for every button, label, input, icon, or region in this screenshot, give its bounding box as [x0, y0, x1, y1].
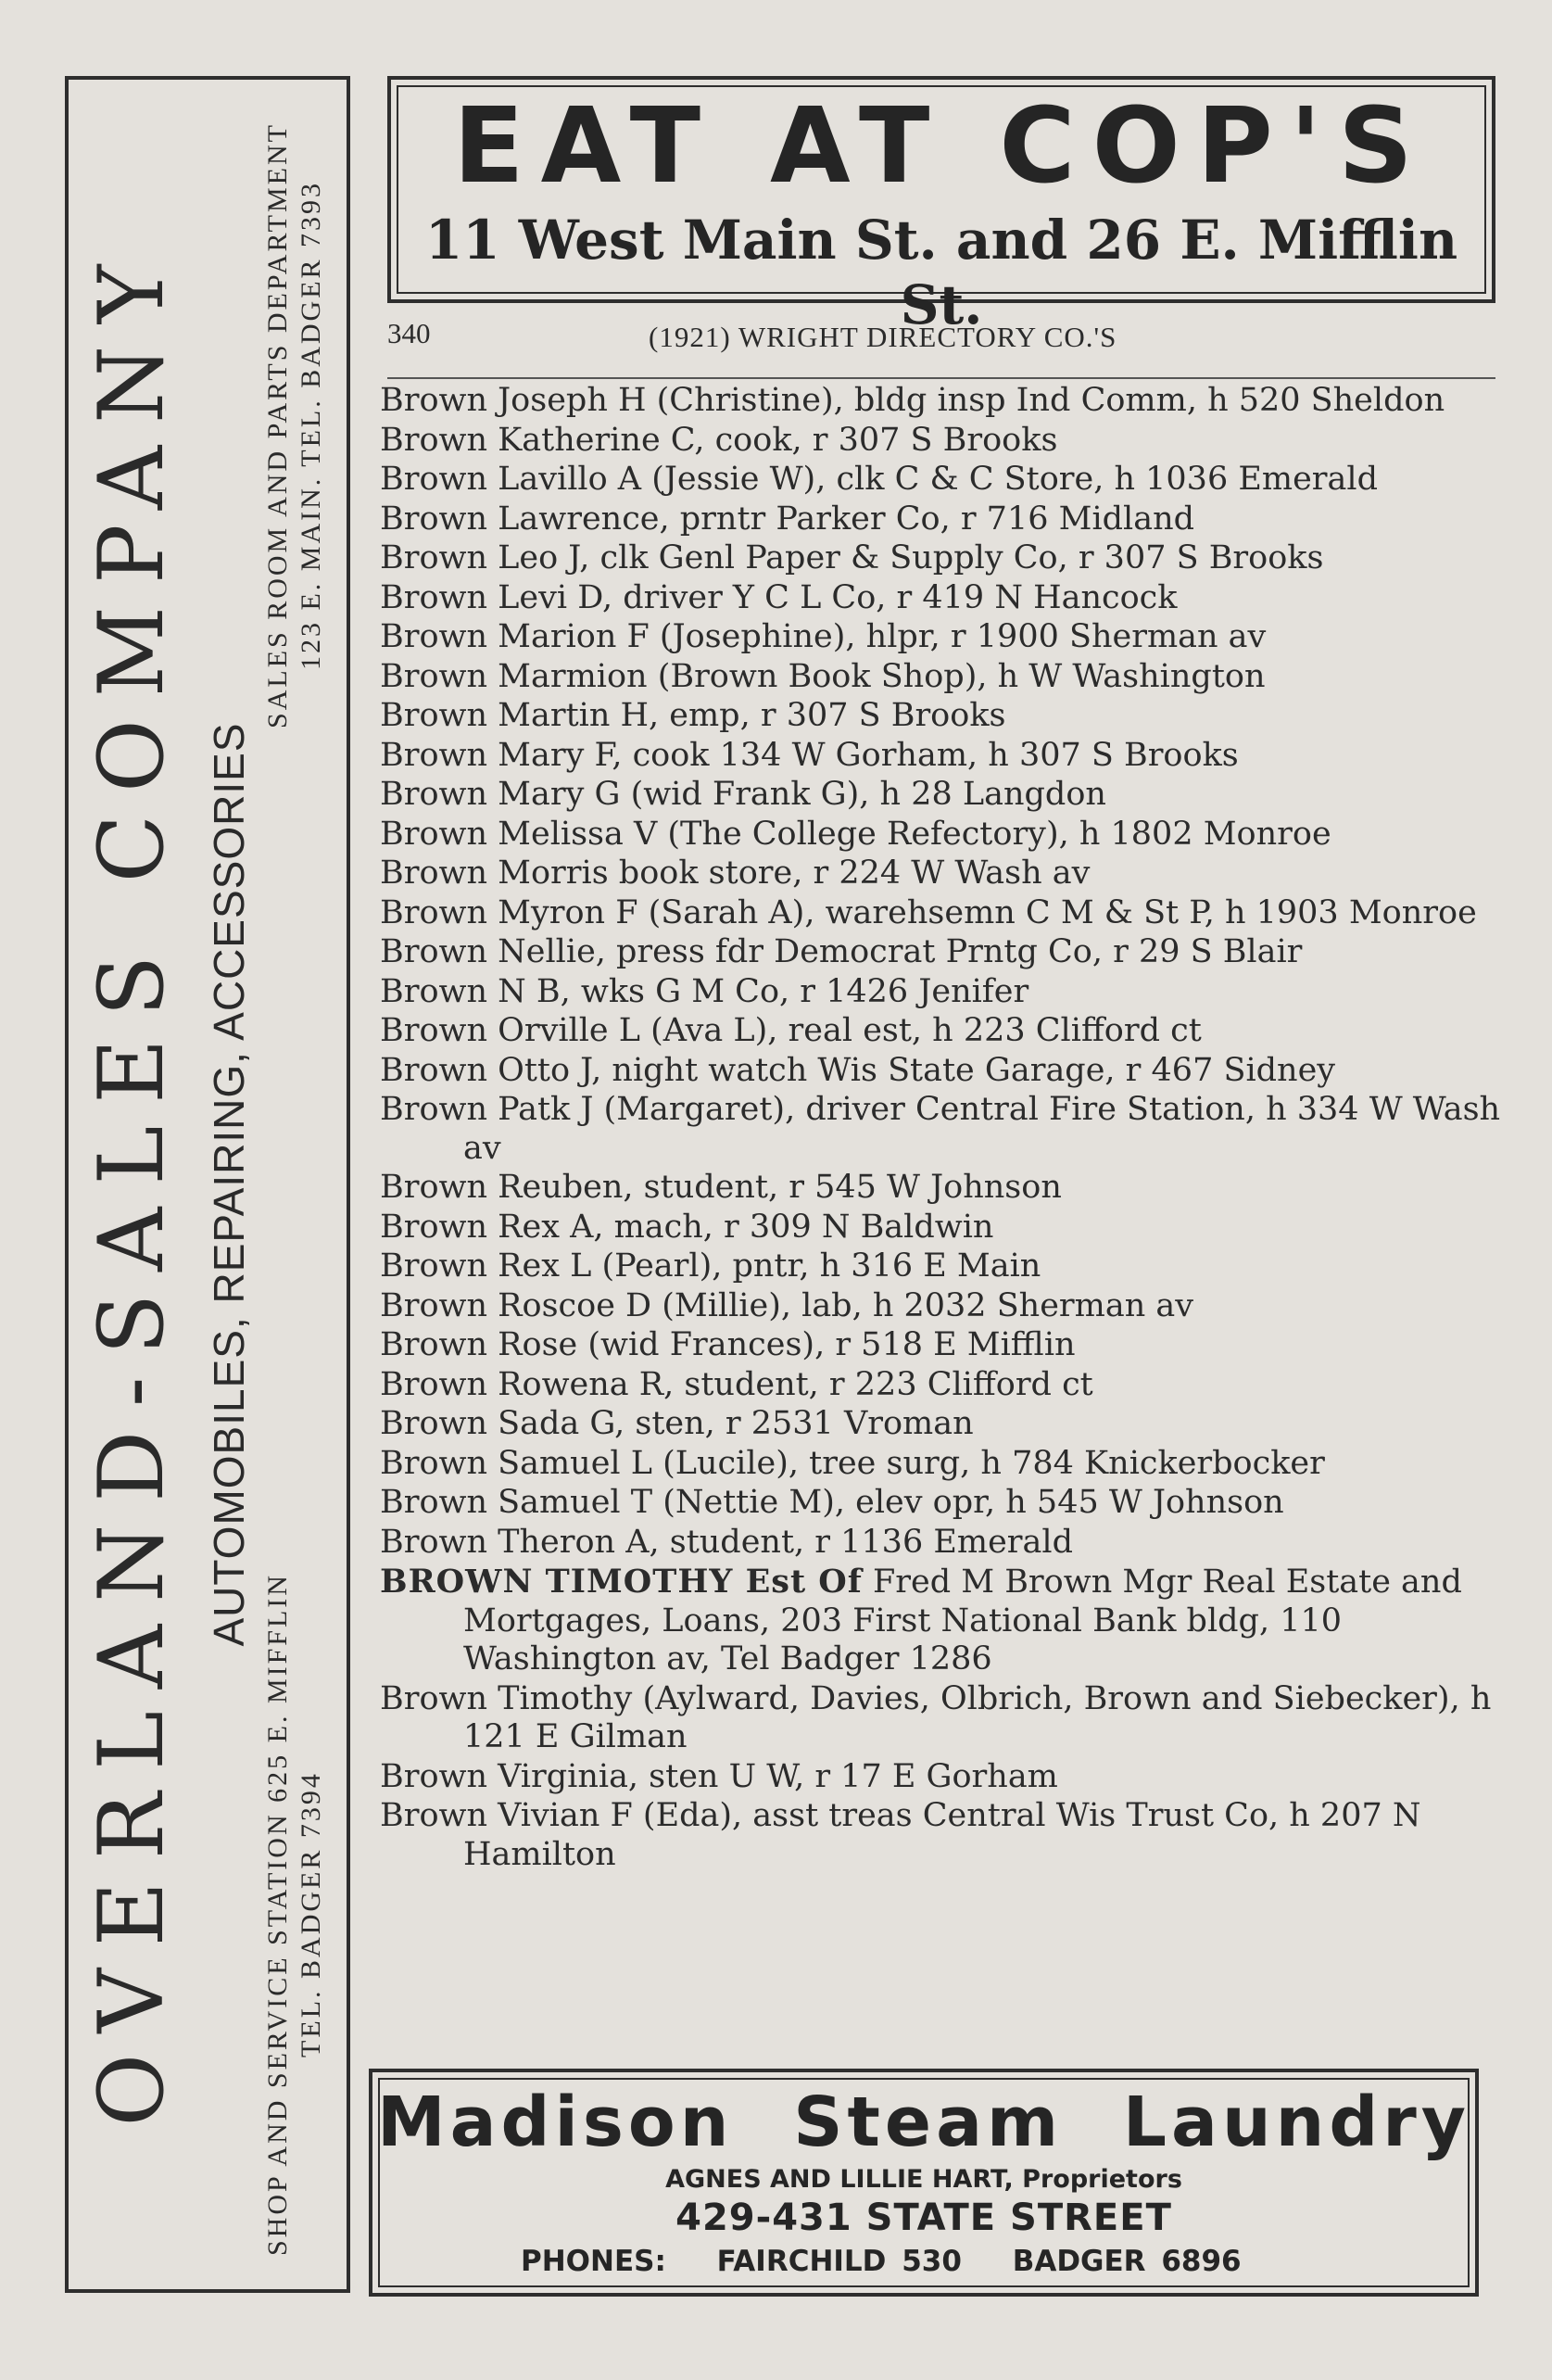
overland-sales-ad [65, 76, 350, 2293]
laundry-ad-title: Madison Steam Laundry [376, 2082, 1471, 2162]
cops-ad-subtitle: 11 West Main St. and 26 E. Mifflin St. [424, 209, 1458, 336]
listing-entry: Brown Nellie, press fdr Democrat Prntg Co, r 29 S Blair [380, 933, 1303, 970]
listing-entry: Brown Samuel L (Lucile), tree surg, h 784 Knickerbocker [380, 1444, 1325, 1482]
listing-entry: Brown Katherine C, cook, r 307 S Brooks [380, 421, 1058, 459]
listing-entry: Brown Orville L (Ava L), real est, h 223 Clifford ct [380, 1012, 1202, 1049]
cops-ad-title: EAT AT COP'S [453, 86, 1430, 207]
listing-entry: Brown Theron A, student, r 1136 Emerald [380, 1523, 1073, 1561]
listing-entry: Brown Morris book store, r 224 W Wash av [380, 855, 1091, 892]
listing-entry: Brown Rose (wid Frances), r 518 E Mifflin [380, 1326, 1076, 1363]
listing-entry: Brown Levi D, driver Y C L Co, r 419 N Hancock [380, 578, 1178, 616]
overland-sales-ad-content [69, 85, 347, 2284]
overland-sales-line2: 123 E. MAIN. TEL. BADGER 7393 [296, 180, 326, 671]
listing-entry: Brown Roscoe D (Millie), lab, h 2032 Sherman av [380, 1286, 1194, 1324]
running-head-title: (1921) WRIGHT DIRECTORY CO.'S [649, 321, 1117, 353]
overland-sales-address [261, 122, 328, 728]
listing-entry: Brown Joseph H (Christine), bldg insp Ind Comm, h 520 Sheldon [380, 382, 1445, 419]
running-header [387, 317, 1495, 354]
listing-entry: Brown Patk J (Margaret), driver Central Fire Station, h 334 W Wash av [380, 1091, 1511, 1167]
listing-entry: Brown Sada G, sten, r 2531 Vroman [380, 1405, 974, 1442]
header-rule [387, 377, 1495, 379]
listing-entry: Brown Marion F (Josephine), hlpr, r 1900 Sherman av [380, 618, 1267, 655]
listing-entry: Brown Samuel T (Nettie M), elev opr, h 545 W Johnson [380, 1484, 1284, 1521]
laundry-ad-street: 429-431 STATE STREET [675, 2196, 1172, 2239]
listing-entry: Brown Melissa V (The College Refectory), h 1802 Monroe [380, 815, 1331, 853]
overland-sales-line1: SALES ROOM AND PARTS DEPARTMENT [262, 122, 293, 728]
overland-company-name: OVERLAND-SALES COMPANY [80, 242, 183, 2127]
listing-entry: Brown Mary G (wid Frank G), h 28 Langdon [380, 776, 1106, 813]
listing-entry: Brown Otto J, night watch Wis State Garage, r 467 Sidney [380, 1051, 1336, 1089]
page-number: 340 [387, 317, 431, 349]
listing-entry: Brown Lavillo A (Jessie W), clk C & C Store, h 1036 Emerald [380, 461, 1378, 498]
laundry-ad-phones [521, 2245, 1475, 2278]
listing-entry: Brown Lawrence, prntr Parker Co, r 716 Midland [380, 500, 1195, 538]
listing-entry: Brown Virginia, sten U W, r 17 E Gorham [380, 1757, 1058, 1795]
overland-shop-line1: SHOP AND SERVICE STATION 625 E. MIFFLIN [262, 1573, 293, 2256]
listing-entry: Brown Leo J, clk Genl Paper & Supply Co, r 307 S Brooks [380, 539, 1324, 576]
phone-badger: BADGER 6896 [1012, 2245, 1242, 2278]
listing-entry: Brown Marmion (Brown Book Shop), h W Washington [380, 657, 1266, 695]
listing-entry: Brown Reuben, student, r 545 W Johnson [380, 1169, 1062, 1206]
laundry-ad-proprietors: AGNES AND LILLIE HART, Proprietors [665, 2165, 1182, 2194]
listing-entry: Brown Rex A, mach, r 309 N Baldwin [380, 1208, 994, 1246]
bold-entry-name: BROWN TIMOTHY Est Of [380, 1563, 863, 1601]
listing-entry: Brown Timothy (Aylward, Davies, Olbrich, Brown and Siebecker), h 121 E Gilman [380, 1679, 1502, 1755]
bold-entry-details: Fred M Brown Mgr Real Estate and Mortgages, Loans, 203 First National Bank bldg, 110 Washington av, Tel Badger 1286 [463, 1563, 1473, 1677]
listing-entry: Brown Vivian F (Eda), asst treas Central Wis Trust Co, h 207 N Hamilton [380, 1797, 1432, 1873]
listing-entry: Brown Martin H, emp, r 307 S Brooks [380, 697, 1006, 734]
overland-shop-line2: TEL. BADGER 7394 [296, 1771, 326, 2057]
overland-shop-address [261, 1573, 328, 2256]
listing-entry: Brown Rowena R, student, r 223 Clifford ct [380, 1365, 1093, 1403]
directory-listings [380, 382, 1511, 1875]
listing-entry-bold [380, 1563, 1501, 1679]
listing-entry: Brown Myron F (Sarah A), warehsemn C M & St P, h 1903 Monroe [380, 893, 1477, 931]
listing-entry: Brown Rex L (Pearl), pntr, h 316 E Main [380, 1247, 1041, 1285]
madison-laundry-ad [369, 2069, 1479, 2297]
listing-entry: Brown Mary F, cook 134 W Gorham, h 307 S Brooks [380, 736, 1239, 774]
phone-fairchild: FAIRCHILD 530 [716, 2245, 962, 2278]
phones-label: PHONES: [521, 2245, 666, 2278]
overland-services: AUTOMOBILES, REPAIRING, ACCESSORIES [205, 722, 253, 1647]
listing-entry: Brown N B, wks G M Co, r 1426 Jenifer [380, 972, 1029, 1010]
